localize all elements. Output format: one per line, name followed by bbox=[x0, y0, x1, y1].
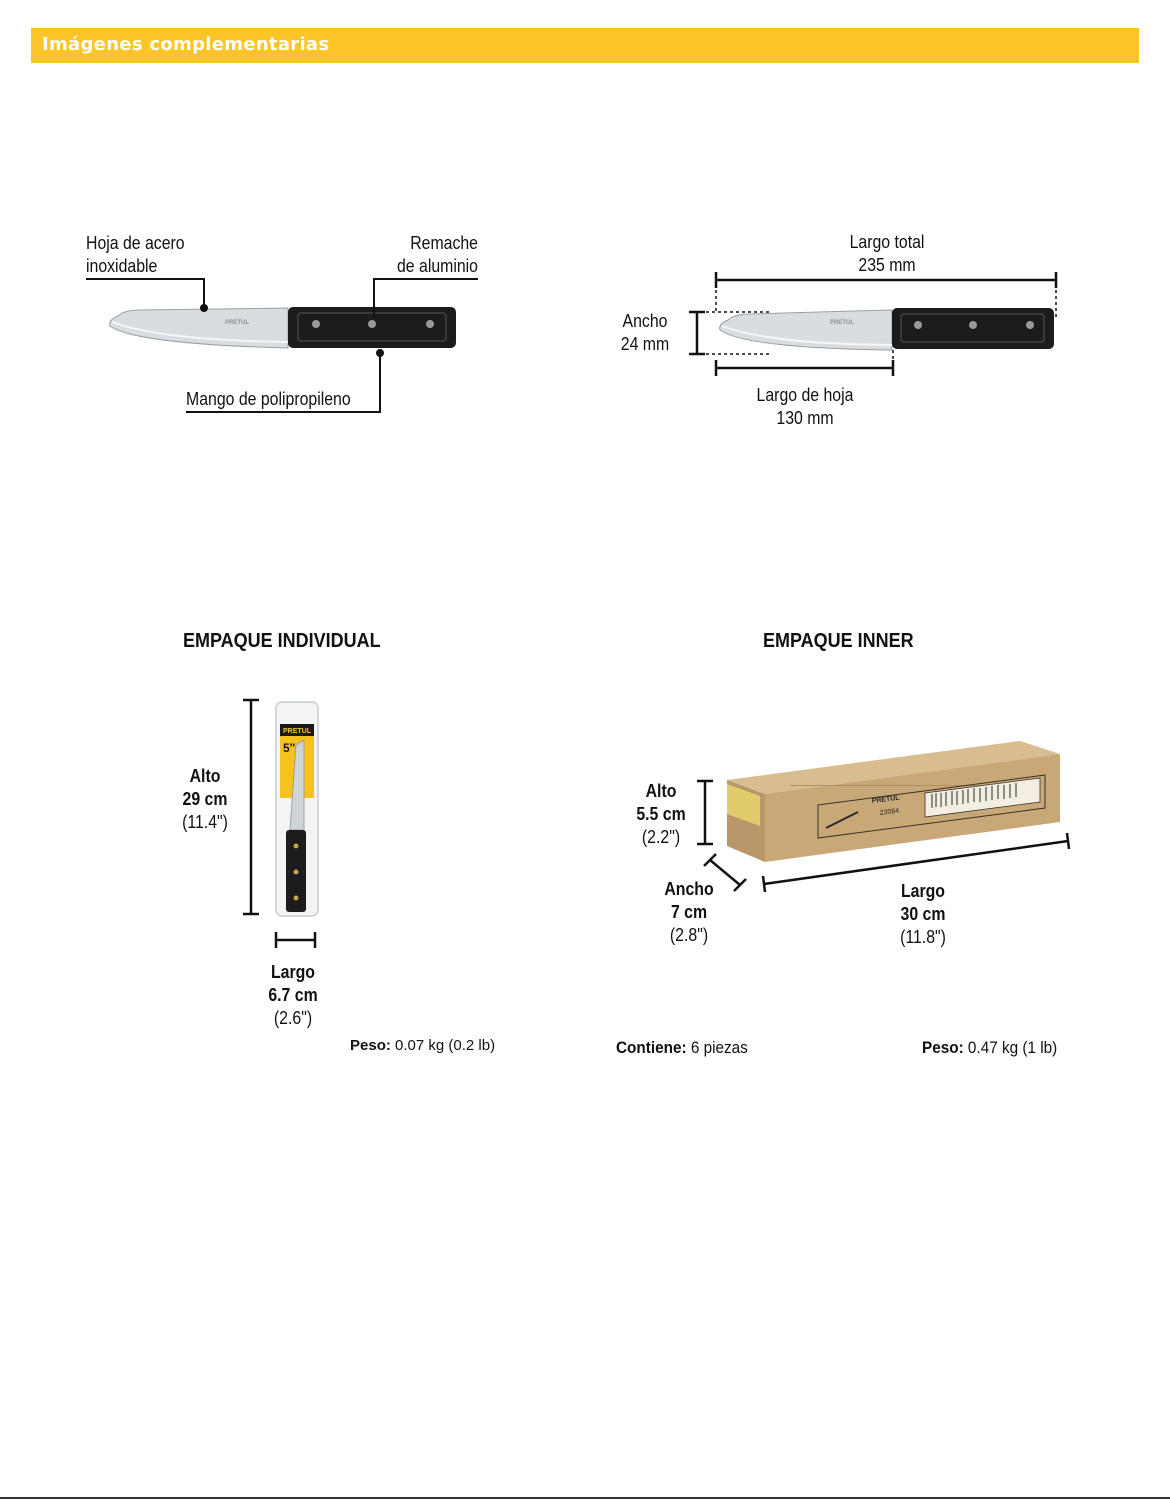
label-total-length-title: Largo total bbox=[849, 232, 925, 252]
label-total-length-value: 235 mm bbox=[858, 255, 916, 275]
label-inner-width-title: Ancho bbox=[664, 879, 714, 899]
pack-size-mark: 5" bbox=[283, 741, 296, 755]
inner-package-title: EMPAQUE INNER bbox=[763, 630, 914, 652]
inner-contains-value: 6 piezas bbox=[690, 1038, 748, 1057]
label-individual-length-inches: (2.6") bbox=[273, 1008, 313, 1028]
label-blade-line2: inoxidable bbox=[86, 256, 158, 276]
label-rivet-line1: Remache bbox=[410, 233, 478, 253]
blade-brand-mark: PRETUL bbox=[830, 320, 854, 326]
label-blade-length-value: 130 mm bbox=[776, 408, 834, 428]
dim-inner-width bbox=[710, 860, 740, 885]
blade-brand-mark: PRETUL bbox=[225, 320, 249, 326]
box-code-mark: 23084 bbox=[879, 807, 900, 817]
label-handle-material: Mango de polipropileno bbox=[186, 389, 351, 409]
box-brand-mark: PRETUL bbox=[871, 794, 901, 805]
label-blade-line1: Hoja de acero bbox=[86, 233, 185, 253]
label-inner-length-title: Largo bbox=[900, 881, 945, 901]
label-individual-height-inches: (11.4") bbox=[182, 812, 228, 832]
label-rivet-line2: de aluminio bbox=[396, 256, 478, 276]
label-individual-height-value: 29 cm bbox=[182, 789, 228, 809]
pack-brand-mark: PRETUL bbox=[283, 728, 311, 735]
label-inner-width-inches: (2.8") bbox=[669, 925, 709, 945]
inner-weight-value: 0.47 kg (1 lb) bbox=[967, 1038, 1058, 1057]
individual-package-title: EMPAQUE INDIVIDUAL bbox=[183, 630, 381, 652]
individual-weight bbox=[350, 1037, 495, 1054]
section-header-title: Imágenes complementarias bbox=[42, 34, 330, 55]
label-inner-length-value: 30 cm bbox=[900, 904, 946, 924]
label-individual-height-title: Alto bbox=[189, 766, 221, 786]
inner-contains bbox=[616, 1038, 748, 1058]
shipping-box bbox=[727, 741, 1060, 862]
label-width-title: Ancho bbox=[622, 311, 668, 331]
page-bottom-rule bbox=[0, 1497, 1170, 1499]
label-width-value: 24 mm bbox=[620, 334, 670, 354]
label-inner-length-inches: (11.8") bbox=[900, 927, 946, 947]
label-blade-length-title: Largo de hoja bbox=[756, 385, 854, 405]
label-individual-length-value: 6.7 cm bbox=[268, 985, 318, 1005]
label-inner-height-title: Alto bbox=[645, 781, 677, 801]
label-inner-width-value: 7 cm bbox=[670, 902, 708, 922]
individual-weight-label: Peso: bbox=[350, 1037, 391, 1054]
inner-weight-label: Peso: bbox=[922, 1038, 964, 1057]
individual-weight-value: 0.07 kg (0.2 lb) bbox=[395, 1037, 496, 1054]
label-individual-length-title: Largo bbox=[270, 962, 315, 982]
inner-contains-label: Contiene: bbox=[616, 1038, 687, 1057]
label-inner-height-value: 5.5 cm bbox=[636, 804, 686, 824]
label-inner-height-inches: (2.2") bbox=[641, 827, 681, 847]
inner-weight bbox=[922, 1038, 1057, 1058]
